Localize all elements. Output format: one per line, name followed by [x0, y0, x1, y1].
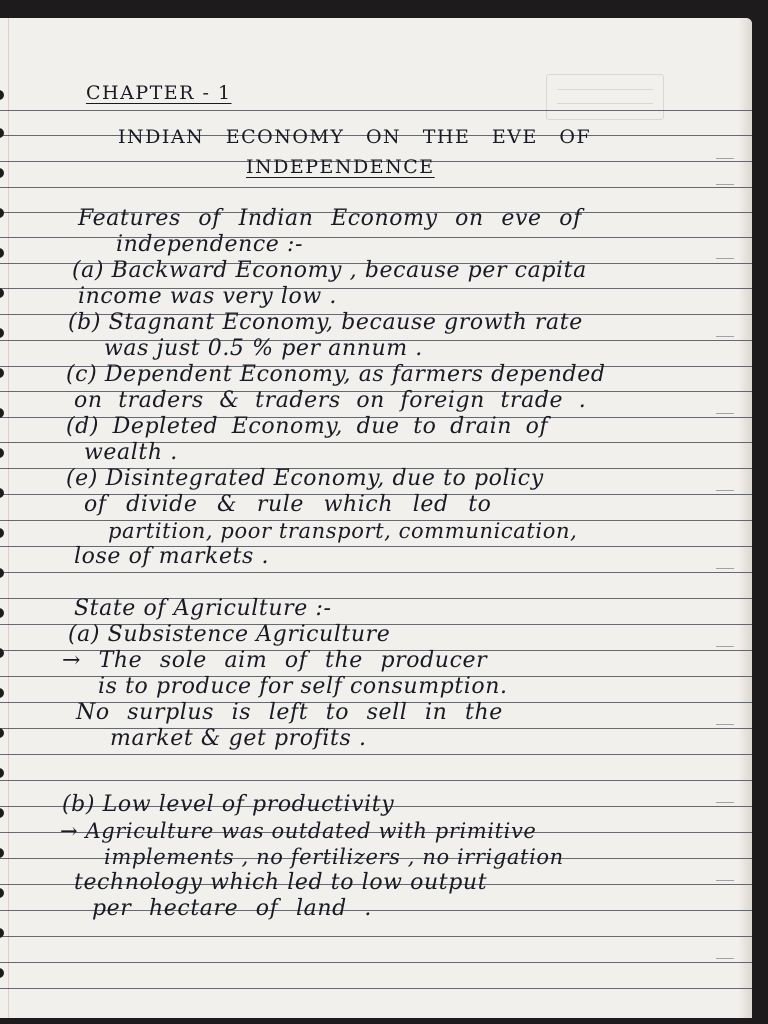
agri-b-point: → Agriculture was outdated with primitive [60, 819, 537, 843]
feature-c-cont: on traders & traders on foreign trade . [74, 388, 587, 413]
feature-b: (b) Stagnant Economy, because growth rate [68, 310, 583, 335]
feature-a: (a) Backward Economy , because per capita [72, 258, 587, 283]
agri-b-point-cont3: per hectare of land . [92, 896, 372, 921]
agri-a-point-cont1: is to produce for self consumption. [98, 674, 508, 699]
page-edge-shadow [738, 18, 752, 1018]
section-heading-features: Features of Indian Economy on eve of [78, 206, 582, 231]
section-heading-agriculture: State of Agriculture :- [74, 596, 332, 621]
feature-e-cont3: lose of markets . [74, 544, 270, 569]
agri-b-point-cont1: implements , no fertilizers , no irrigation [104, 845, 564, 869]
notebook-page [0, 18, 752, 1018]
feature-e: (e) Disintegrated Economy, due to policy [66, 466, 544, 491]
feature-d-cont: wealth . [84, 440, 178, 465]
feature-e-cont2: partition, poor transport, communication, [108, 519, 578, 543]
feature-a-cont: income was very low . [78, 284, 337, 309]
agri-b: (b) Low level of productivity [62, 792, 395, 817]
agri-a: (a) Subsistence Agriculture [68, 622, 391, 647]
margin-line [8, 18, 9, 1018]
feature-c: (c) Dependent Economy, as farmers depended [66, 362, 606, 387]
title-line-2: INDEPENDENCE [246, 156, 435, 178]
chapter-label: CHAPTER - 1 [86, 82, 232, 104]
feature-d: (d) Depleted Economy, due to drain of [66, 414, 549, 439]
title-line-1: INDIAN ECONOMY ON THE EVE OF [118, 126, 592, 148]
agri-b-point-cont2: technology which led to low output [74, 870, 488, 895]
feature-e-cont1: of divide & rule which led to [84, 492, 492, 517]
section-heading-features-cont: independence :- [116, 232, 304, 257]
page-number-box [546, 74, 664, 120]
feature-b-cont: was just 0.5 % per annum . [104, 336, 423, 361]
agri-a-point-cont3: market & get profits . [110, 726, 367, 751]
agri-a-point-cont2: No surplus is left to sell in the [76, 700, 503, 725]
agri-a-point: → The sole aim of the producer [62, 648, 488, 673]
